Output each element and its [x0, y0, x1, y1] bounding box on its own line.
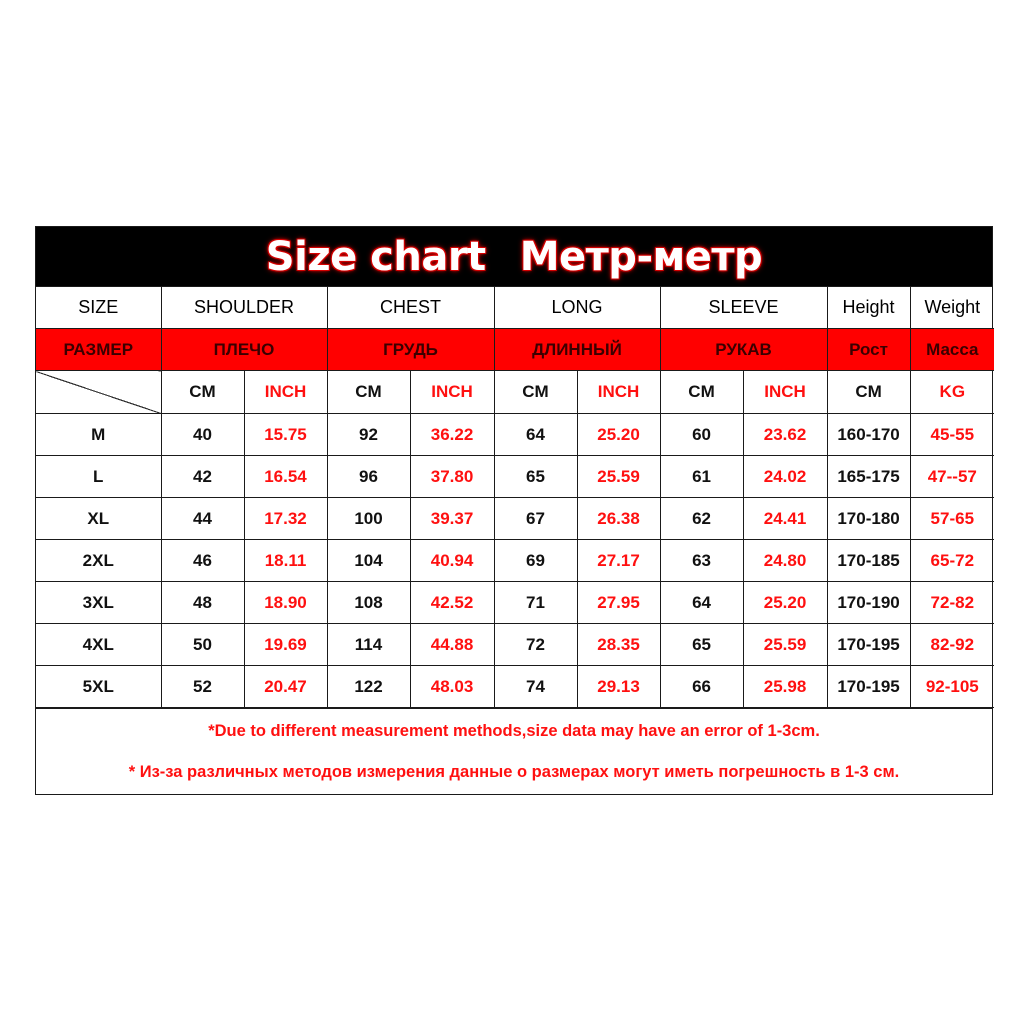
size-cell: 3XL: [36, 582, 161, 624]
value-cell: 61: [660, 456, 743, 498]
table-row: [36, 414, 994, 456]
header-size-ru: РАЗМЕР: [36, 329, 161, 371]
value-cell: 52: [161, 666, 244, 708]
value-cell: 160-170: [827, 414, 910, 456]
table-row: [36, 582, 994, 624]
value-cell: 82-92: [910, 624, 994, 666]
unit-cm: CM: [494, 371, 577, 414]
header-height-ru: Рост: [827, 329, 910, 371]
table-row: [36, 624, 994, 666]
unit-inch: INCH: [410, 371, 494, 414]
value-cell: 72: [494, 624, 577, 666]
value-cell: 96: [327, 456, 410, 498]
value-cell: 44: [161, 498, 244, 540]
disclaimer-ru: * Из-за различных методов измерения данные о размерах могут иметь погрешность в 1-3 см.: [128, 762, 900, 781]
value-cell: 27.17: [577, 540, 660, 582]
value-cell: 92-105: [910, 666, 994, 708]
value-cell: 65-72: [910, 540, 994, 582]
header-chest: CHEST: [327, 287, 494, 329]
value-cell: 25.20: [577, 414, 660, 456]
unit-cm: CM: [660, 371, 743, 414]
value-cell: 36.22: [410, 414, 494, 456]
value-cell: 170-185: [827, 540, 910, 582]
value-cell: 18.90: [244, 582, 327, 624]
value-cell: 104: [327, 540, 410, 582]
unit-inch: INCH: [244, 371, 327, 414]
header-size: SIZE: [36, 287, 161, 329]
value-cell: 64: [660, 582, 743, 624]
value-cell: 24.80: [743, 540, 827, 582]
value-cell: 74: [494, 666, 577, 708]
value-cell: 100: [327, 498, 410, 540]
value-cell: 44.88: [410, 624, 494, 666]
value-cell: 28.35: [577, 624, 660, 666]
value-cell: 40.94: [410, 540, 494, 582]
value-cell: 165-175: [827, 456, 910, 498]
size-cell: 5XL: [36, 666, 161, 708]
size-cell: 4XL: [36, 624, 161, 666]
size-cell: L: [36, 456, 161, 498]
header-sleeve: SLEEVE: [660, 287, 827, 329]
value-cell: 42: [161, 456, 244, 498]
size-cell: 2XL: [36, 540, 161, 582]
size-table: [36, 287, 994, 708]
value-cell: 170-180: [827, 498, 910, 540]
value-cell: 46: [161, 540, 244, 582]
value-cell: 57-65: [910, 498, 994, 540]
value-cell: 170-190: [827, 582, 910, 624]
value-cell: 69: [494, 540, 577, 582]
title-ru: Метр-метр: [519, 233, 763, 280]
value-cell: 66: [660, 666, 743, 708]
unit-row: [36, 371, 994, 414]
header-long-ru: ДЛИННЫЙ: [494, 329, 660, 371]
value-cell: 65: [660, 624, 743, 666]
header-height: Height: [827, 287, 910, 329]
value-cell: 170-195: [827, 624, 910, 666]
value-cell: 65: [494, 456, 577, 498]
value-cell: 19.69: [244, 624, 327, 666]
table-row: [36, 498, 994, 540]
value-cell: 63: [660, 540, 743, 582]
value-cell: 29.13: [577, 666, 660, 708]
disclaimer: [36, 708, 992, 794]
header-sleeve-ru: РУКАВ: [660, 329, 827, 371]
value-cell: 15.75: [244, 414, 327, 456]
value-cell: 42.52: [410, 582, 494, 624]
value-cell: 20.47: [244, 666, 327, 708]
size-cell: M: [36, 414, 161, 456]
value-cell: 18.11: [244, 540, 327, 582]
value-cell: 24.02: [743, 456, 827, 498]
value-cell: 114: [327, 624, 410, 666]
header-shoulder: SHOULDER: [161, 287, 327, 329]
value-cell: 71: [494, 582, 577, 624]
value-cell: 50: [161, 624, 244, 666]
value-cell: 48.03: [410, 666, 494, 708]
size-cell: XL: [36, 498, 161, 540]
header-chest-ru: ГРУДЬ: [327, 329, 494, 371]
title-en: Size chart: [265, 233, 486, 280]
value-cell: 45-55: [910, 414, 994, 456]
table-row: [36, 456, 994, 498]
value-cell: 92: [327, 414, 410, 456]
value-cell: 26.38: [577, 498, 660, 540]
header-row-en: [36, 287, 994, 329]
value-cell: 25.20: [743, 582, 827, 624]
value-cell: 25.59: [577, 456, 660, 498]
unit-cm: CM: [161, 371, 244, 414]
header-weight: Weight: [910, 287, 994, 329]
value-cell: 23.62: [743, 414, 827, 456]
header-long: LONG: [494, 287, 660, 329]
title-bar: [36, 227, 992, 287]
value-cell: 17.32: [244, 498, 327, 540]
header-row-ru: [36, 329, 994, 371]
disclaimer-en: *Due to different measurement methods,size data may have an error of 1-3cm.: [208, 721, 820, 740]
value-cell: 60: [660, 414, 743, 456]
value-cell: 48: [161, 582, 244, 624]
value-cell: 40: [161, 414, 244, 456]
value-cell: 170-195: [827, 666, 910, 708]
value-cell: 62: [660, 498, 743, 540]
unit-inch: INCH: [577, 371, 660, 414]
value-cell: 64: [494, 414, 577, 456]
value-cell: 25.98: [743, 666, 827, 708]
value-cell: 24.41: [743, 498, 827, 540]
value-cell: 67: [494, 498, 577, 540]
size-chart: [35, 226, 993, 795]
value-cell: 27.95: [577, 582, 660, 624]
value-cell: 47--57: [910, 456, 994, 498]
diagonal-cell: [36, 371, 161, 414]
value-cell: 72-82: [910, 582, 994, 624]
value-cell: 122: [327, 666, 410, 708]
value-cell: 16.54: [244, 456, 327, 498]
value-cell: 37.80: [410, 456, 494, 498]
chart-title: [266, 234, 762, 280]
table-row: [36, 540, 994, 582]
unit-cm: CM: [327, 371, 410, 414]
value-cell: 108: [327, 582, 410, 624]
value-cell: 39.37: [410, 498, 494, 540]
table-row: [36, 666, 994, 708]
value-cell: 25.59: [743, 624, 827, 666]
unit-inch: INCH: [743, 371, 827, 414]
header-weight-ru: Масса: [910, 329, 994, 371]
header-shoulder-ru: ПЛЕЧО: [161, 329, 327, 371]
unit-cm: CM: [827, 371, 910, 414]
unit-kg: KG: [910, 371, 994, 414]
